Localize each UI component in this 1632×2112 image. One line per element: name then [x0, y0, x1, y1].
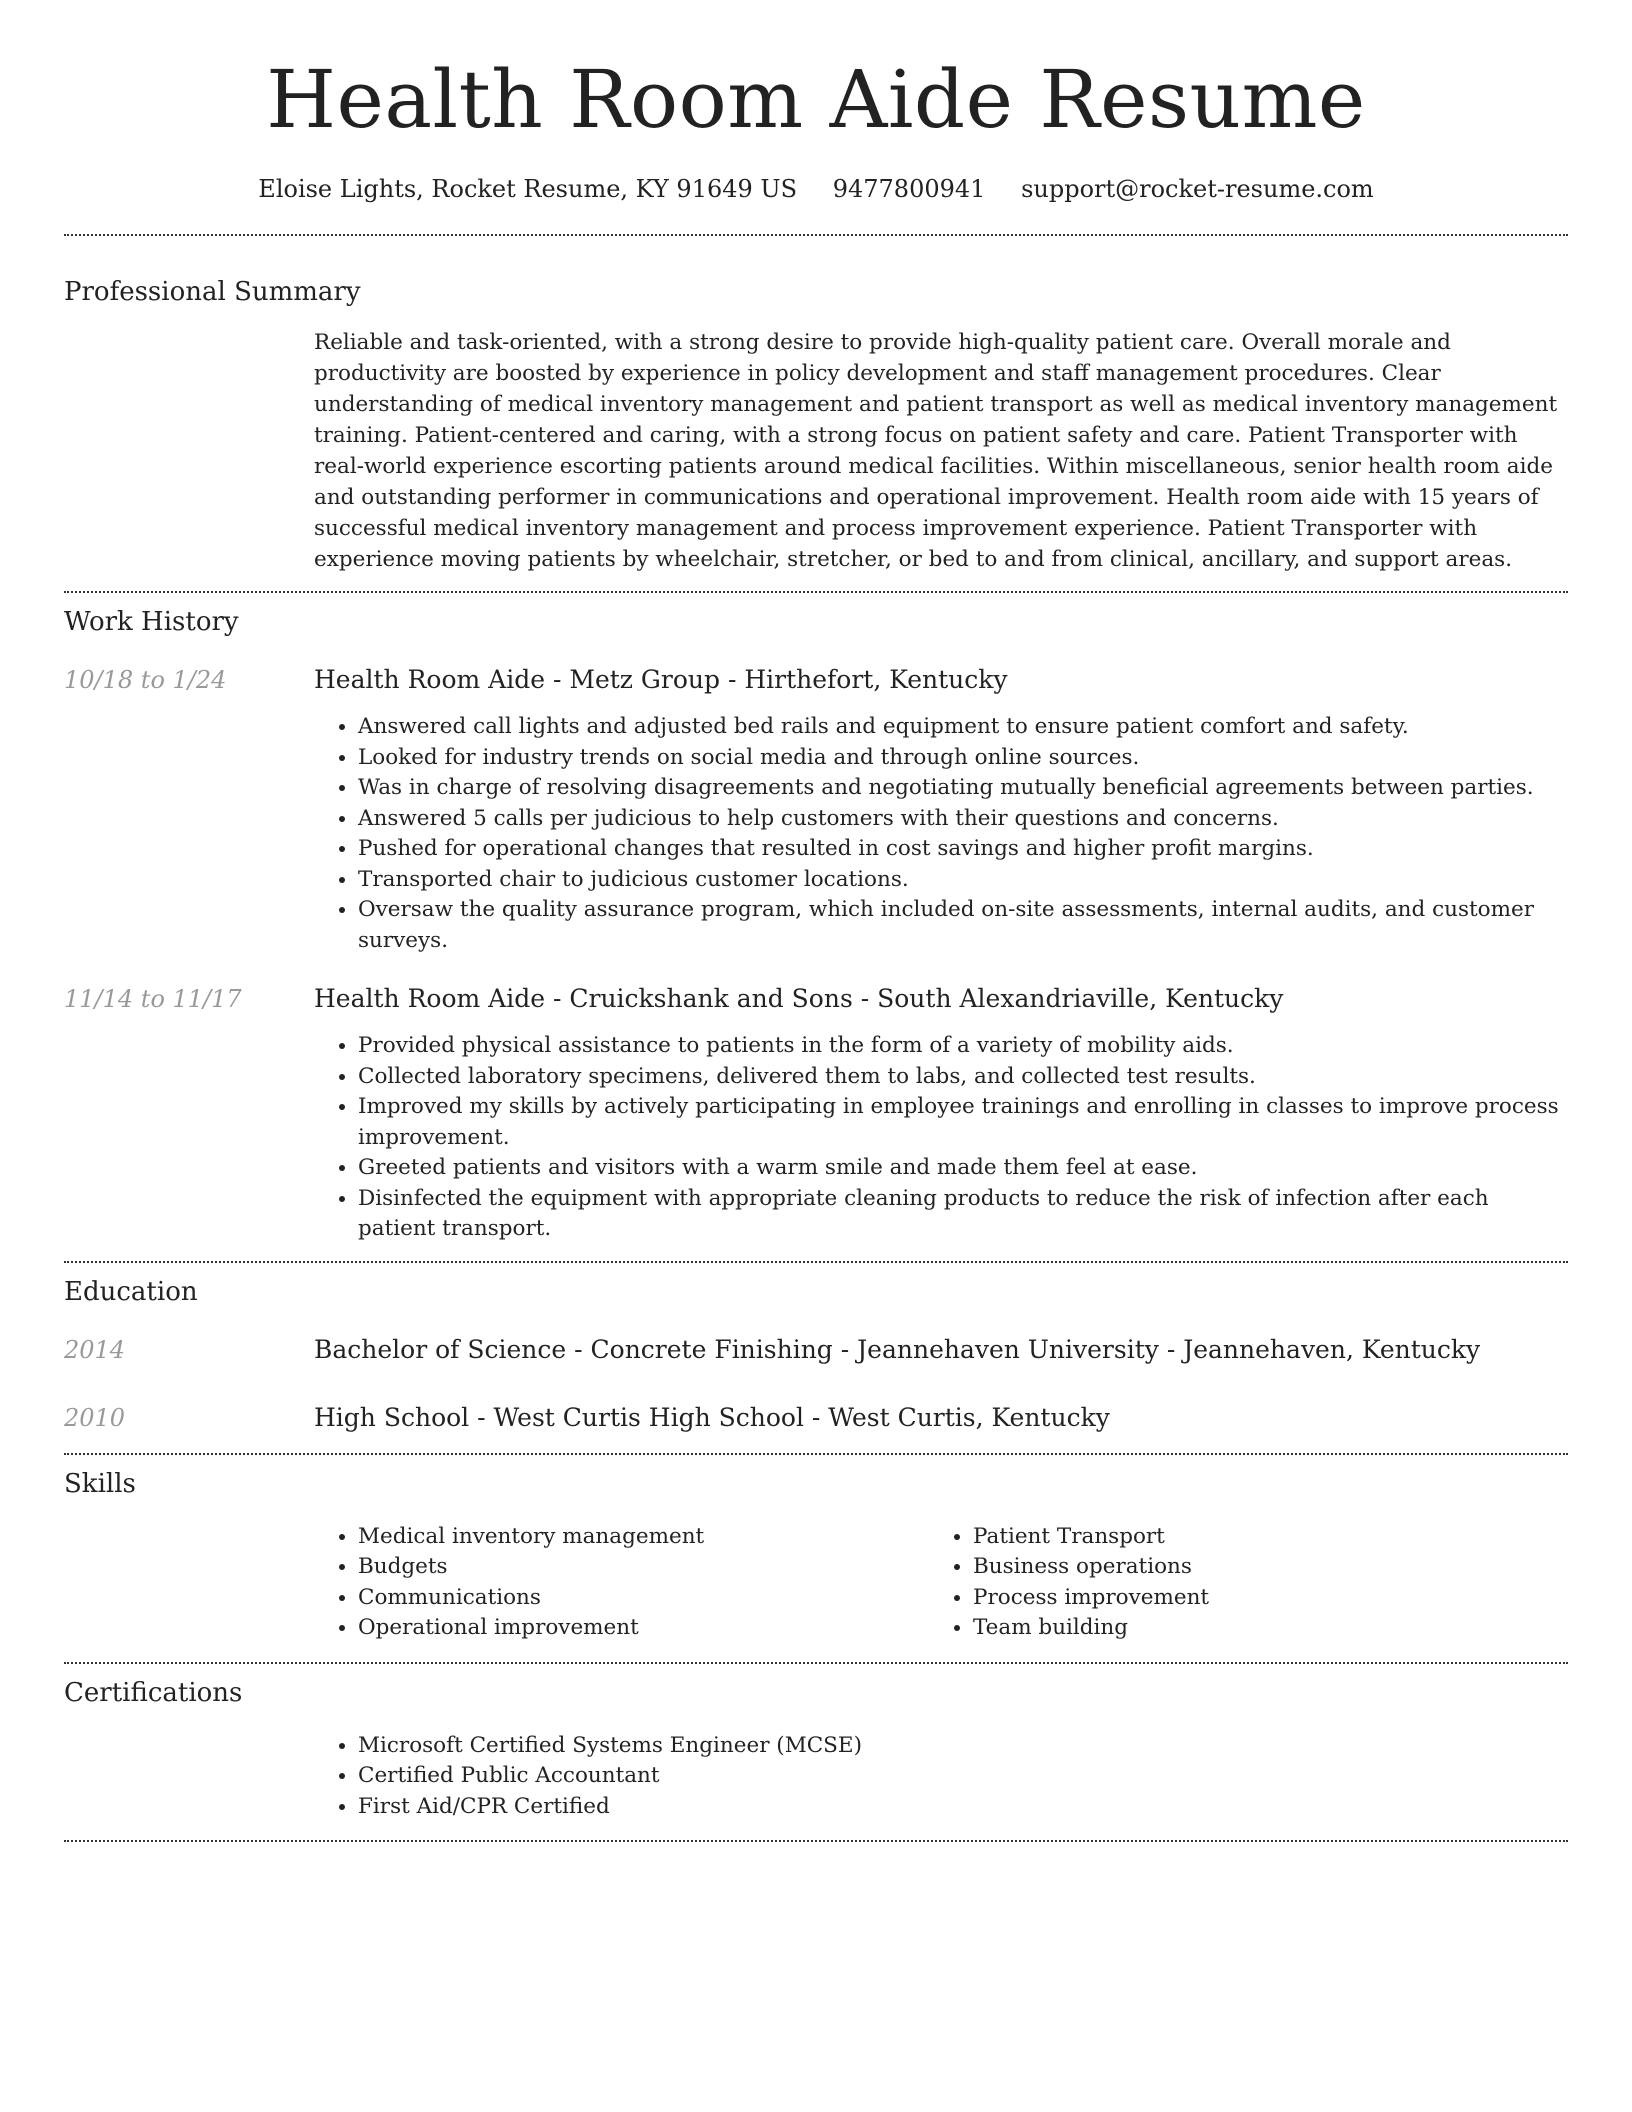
work-history-heading: Work History — [64, 607, 239, 637]
divider — [64, 1261, 1568, 1263]
divider — [64, 234, 1568, 236]
email: support@rocket-resume.com — [1021, 175, 1374, 203]
list-item: • Provided physical assistance to patients in the form of a variety of mobility aids. — [358, 1031, 1568, 1062]
education-section — [64, 1275, 1568, 1435]
phone: 9477800941 — [832, 175, 986, 203]
education-year: 2014 — [64, 1335, 126, 1364]
list-item: • Process improvement — [973, 1583, 1544, 1614]
job-title: Health Room Aide - Cruickshank and Sons - South Alexandriaville, Kentucky — [314, 984, 1284, 1013]
education-detail: Bachelor of Science - Concrete Finishing - Jeannehaven University - Jeannehaven, Kentucky — [314, 1334, 1481, 1364]
divider — [64, 1453, 1568, 1455]
summary-heading: Professional Summary — [64, 277, 361, 307]
list-item: • Medical inventory management — [358, 1522, 929, 1553]
list-item: • Patient Transport — [973, 1522, 1544, 1553]
education-heading: Education — [64, 1276, 198, 1307]
list-item: • Operational improvement — [358, 1613, 929, 1644]
divider — [64, 1840, 1568, 1842]
list-item: • Answered call lights and adjusted bed rails and equipment to ensure patient comfort and safety. — [358, 712, 1568, 743]
certifications-list — [314, 1731, 1568, 1823]
certifications-section — [64, 1676, 1568, 1823]
skills-list — [314, 1522, 929, 1644]
job-bullets — [314, 1031, 1568, 1245]
list-item: • Looked for industry trends on social media and through online sources. — [358, 743, 1568, 774]
divider — [64, 1662, 1568, 1664]
list-item: • Team building — [973, 1613, 1544, 1644]
job-entry — [64, 663, 1568, 956]
list-item: • Pushed for operational changes that resulted in cost savings and higher profit margins. — [358, 834, 1568, 865]
job-entry — [64, 982, 1568, 1245]
list-item: • Improved my skills by actively participating in employee trainings and enrolling in classes to improve process improvement. — [358, 1092, 1568, 1153]
list-item: • Disinfected the equipment with appropriate cleaning products to reduce the risk of infection after each patient transport. — [358, 1184, 1568, 1245]
list-item: • Transported chair to judicious customer locations. — [358, 865, 1568, 896]
job-title: Health Room Aide - Metz Group - Hirthefort, Kentucky — [314, 665, 1008, 694]
list-item: • Microsoft Certified Systems Engineer (MCSE) — [358, 1731, 1568, 1762]
education-entry — [64, 1333, 1568, 1367]
work-history-section — [64, 605, 1568, 1245]
list-item: • Greeted patients and visitors with a warm smile and made them feel at ease. — [358, 1153, 1568, 1184]
list-item: • Collected laboratory specimens, delivered them to labs, and collected test results. — [358, 1062, 1568, 1093]
list-item: • Communications — [358, 1583, 929, 1614]
list-item: • Oversaw the quality assurance program, which included on-site assessments, internal audits, and customer surveys. — [358, 895, 1568, 956]
list-item: • Budgets — [358, 1552, 929, 1583]
education-detail: High School - West Curtis High School - West Curtis, Kentucky — [314, 1402, 1110, 1432]
contact-line — [64, 172, 1568, 206]
list-item: • Certified Public Accountant — [358, 1761, 1568, 1792]
list-item: • Was in charge of resolving disagreements and negotiating mutually beneficial agreements between parties. — [358, 773, 1568, 804]
list-item: • First Aid/CPR Certified — [358, 1792, 1568, 1823]
skills-heading: Skills — [64, 1468, 136, 1499]
summary-text: Reliable and task-oriented, with a strong desire to provide high-quality patient care. Overall morale and productivity are boosted by experience in policy development and staff management procedures. Clear understanding of medical inventory management and patient transport as well as medical inventory management training. Patient-centered and caring, with a strong focus on patient safety and care. Patient Transporter with real-world experience escorting patients around medical facilities. Within miscellaneous, senior health room aide and outstanding performer in communications and operational improvement. Health room aide with 15 years of successful medical inventory management and process improvement experience. Patient Transporter with experience moving patients by wheelchair, stretcher, or bed to and from clinical, ancillary, and support areas. — [314, 330, 1558, 572]
education-year: 2010 — [64, 1403, 126, 1432]
job-dates: 10/18 to 1/24 — [64, 666, 227, 694]
address: Eloise Lights, Rocket Resume, KY 91649 US — [258, 175, 798, 203]
skills-list — [929, 1522, 1544, 1644]
education-entry — [64, 1401, 1568, 1435]
list-item: • Business operations — [973, 1552, 1544, 1583]
resume-title: Health Room Aide Resume — [266, 53, 1366, 146]
job-bullets — [314, 712, 1568, 956]
divider — [64, 591, 1568, 593]
list-item: • Answered 5 calls per judicious to help customers with their questions and concerns. — [358, 804, 1568, 835]
skills-section — [64, 1467, 1568, 1644]
job-dates: 11/14 to 11/17 — [64, 985, 242, 1013]
summary-section — [64, 275, 1568, 575]
certifications-heading: Certifications — [64, 1677, 243, 1708]
